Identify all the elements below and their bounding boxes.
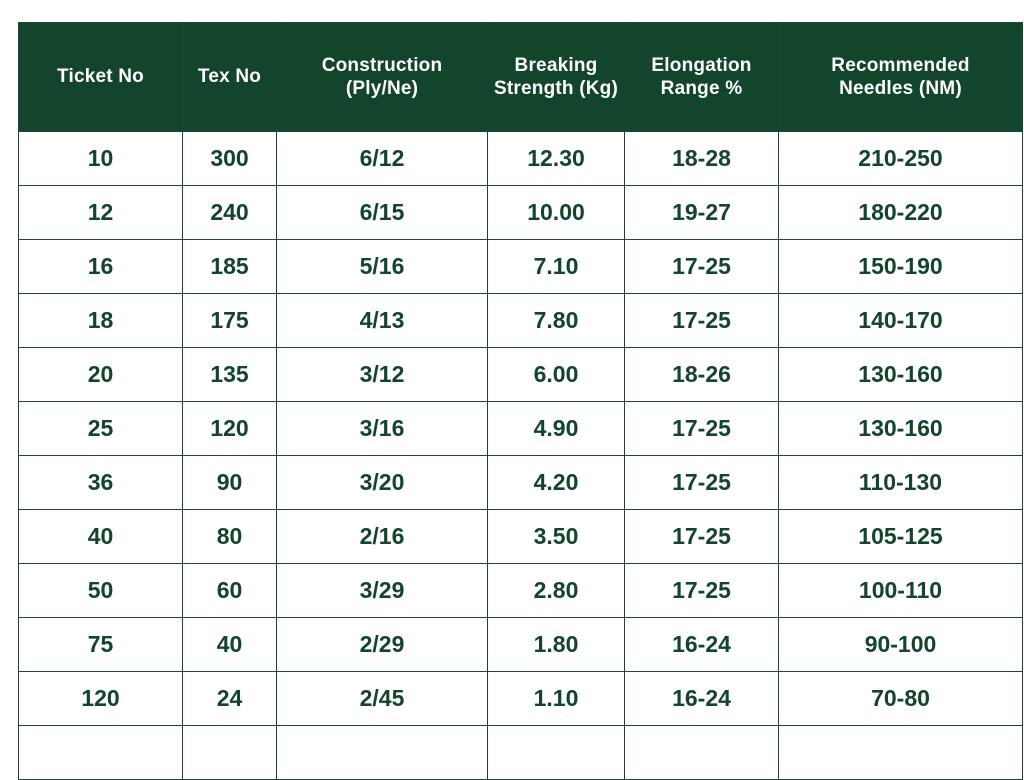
cell-elongation-range: 17-25	[625, 240, 779, 294]
cell-breaking-strength: 7.80	[488, 294, 625, 348]
cell-ticket-no: 10	[19, 132, 183, 186]
table-body	[19, 132, 1023, 780]
cell-construction: 3/20	[277, 456, 488, 510]
cell-ticket-no: 120	[19, 672, 183, 726]
table-row	[19, 564, 1023, 618]
cell-tex-no: 185	[183, 240, 277, 294]
cell-ticket-no	[19, 726, 183, 780]
cell-tex-no: 300	[183, 132, 277, 186]
column-header-line1: Breaking	[514, 54, 598, 76]
table-row	[19, 456, 1023, 510]
cell-ticket-no: 16	[19, 240, 183, 294]
cell-breaking-strength: 1.80	[488, 618, 625, 672]
cell-ticket-no: 20	[19, 348, 183, 402]
cell-construction	[277, 726, 488, 780]
cell-recommended-needles: 100-110	[779, 564, 1023, 618]
cell-tex-no: 135	[183, 348, 277, 402]
cell-recommended-needles: 140-170	[779, 294, 1023, 348]
table-row	[19, 510, 1023, 564]
column-header-line1: Recommended	[831, 54, 970, 76]
cell-recommended-needles: 70-80	[779, 672, 1023, 726]
cell-elongation-range	[625, 726, 779, 780]
column-header-line2: (Ply/Ne)	[345, 78, 419, 99]
cell-recommended-needles: 90-100	[779, 618, 1023, 672]
table-row	[19, 186, 1023, 240]
column-header-breaking-strength	[488, 23, 625, 132]
column-header-construction	[277, 23, 488, 132]
table-row	[19, 348, 1023, 402]
table-header	[19, 23, 1023, 132]
cell-construction: 4/13	[277, 294, 488, 348]
cell-ticket-no: 50	[19, 564, 183, 618]
cell-breaking-strength: 4.20	[488, 456, 625, 510]
cell-ticket-no: 18	[19, 294, 183, 348]
cell-elongation-range: 17-25	[625, 510, 779, 564]
cell-ticket-no: 40	[19, 510, 183, 564]
cell-breaking-strength: 3.50	[488, 510, 625, 564]
cell-breaking-strength: 7.10	[488, 240, 625, 294]
table-row	[19, 672, 1023, 726]
cell-elongation-range: 17-25	[625, 456, 779, 510]
cell-recommended-needles: 150-190	[779, 240, 1023, 294]
cell-construction: 5/16	[277, 240, 488, 294]
table-row-partial	[19, 726, 1023, 780]
cell-construction: 3/12	[277, 348, 488, 402]
column-header-line2: Range %	[660, 78, 743, 99]
table-row	[19, 132, 1023, 186]
cell-ticket-no: 36	[19, 456, 183, 510]
cell-ticket-no: 12	[19, 186, 183, 240]
cell-breaking-strength: 2.80	[488, 564, 625, 618]
column-header-tex-no	[183, 23, 277, 132]
cell-recommended-needles: 105-125	[779, 510, 1023, 564]
cell-tex-no: 60	[183, 564, 277, 618]
cell-breaking-strength: 12.30	[488, 132, 625, 186]
table-row	[19, 402, 1023, 456]
cell-elongation-range: 18-28	[625, 132, 779, 186]
cell-elongation-range: 17-25	[625, 402, 779, 456]
column-header-line1: Tex No	[197, 66, 262, 88]
cell-ticket-no: 75	[19, 618, 183, 672]
cell-recommended-needles: 180-220	[779, 186, 1023, 240]
column-header-ticket-no	[19, 23, 183, 132]
table-row	[19, 618, 1023, 672]
cell-elongation-range: 16-24	[625, 618, 779, 672]
cell-elongation-range: 17-25	[625, 294, 779, 348]
cell-tex-no: 24	[183, 672, 277, 726]
cell-construction: 6/15	[277, 186, 488, 240]
cell-construction: 2/45	[277, 672, 488, 726]
table-header-row	[19, 23, 1023, 132]
cell-tex-no: 90	[183, 456, 277, 510]
cell-breaking-strength: 6.00	[488, 348, 625, 402]
cell-elongation-range: 19-27	[625, 186, 779, 240]
table-row	[19, 240, 1023, 294]
column-header-recommended-needles	[779, 23, 1023, 132]
cell-tex-no: 80	[183, 510, 277, 564]
cell-tex-no: 240	[183, 186, 277, 240]
cell-breaking-strength: 4.90	[488, 402, 625, 456]
column-header-elongation-range	[625, 23, 779, 132]
cell-elongation-range: 16-24	[625, 672, 779, 726]
column-header-line1: Elongation	[651, 54, 752, 76]
cell-breaking-strength: 1.10	[488, 672, 625, 726]
cell-tex-no: 175	[183, 294, 277, 348]
cell-construction: 2/29	[277, 618, 488, 672]
cell-construction: 2/16	[277, 510, 488, 564]
cell-recommended-needles	[779, 726, 1023, 780]
cell-tex-no	[183, 726, 277, 780]
cell-ticket-no: 25	[19, 402, 183, 456]
cell-breaking-strength	[488, 726, 625, 780]
cell-tex-no: 40	[183, 618, 277, 672]
cell-recommended-needles: 130-160	[779, 402, 1023, 456]
thread-specification-table	[18, 22, 1023, 780]
cell-construction: 3/16	[277, 402, 488, 456]
column-header-line1: Construction	[321, 54, 443, 76]
cell-construction: 3/29	[277, 564, 488, 618]
cell-breaking-strength: 10.00	[488, 186, 625, 240]
column-header-line1: Ticket No	[57, 66, 144, 88]
cell-tex-no: 120	[183, 402, 277, 456]
column-header-line2: Strength (Kg)	[494, 78, 618, 99]
cell-elongation-range: 17-25	[625, 564, 779, 618]
table-row	[19, 294, 1023, 348]
cell-recommended-needles: 130-160	[779, 348, 1023, 402]
column-header-line2: Needles (NM)	[839, 78, 962, 99]
cell-recommended-needles: 210-250	[779, 132, 1023, 186]
cell-elongation-range: 18-26	[625, 348, 779, 402]
cell-recommended-needles: 110-130	[779, 456, 1023, 510]
cell-construction: 6/12	[277, 132, 488, 186]
